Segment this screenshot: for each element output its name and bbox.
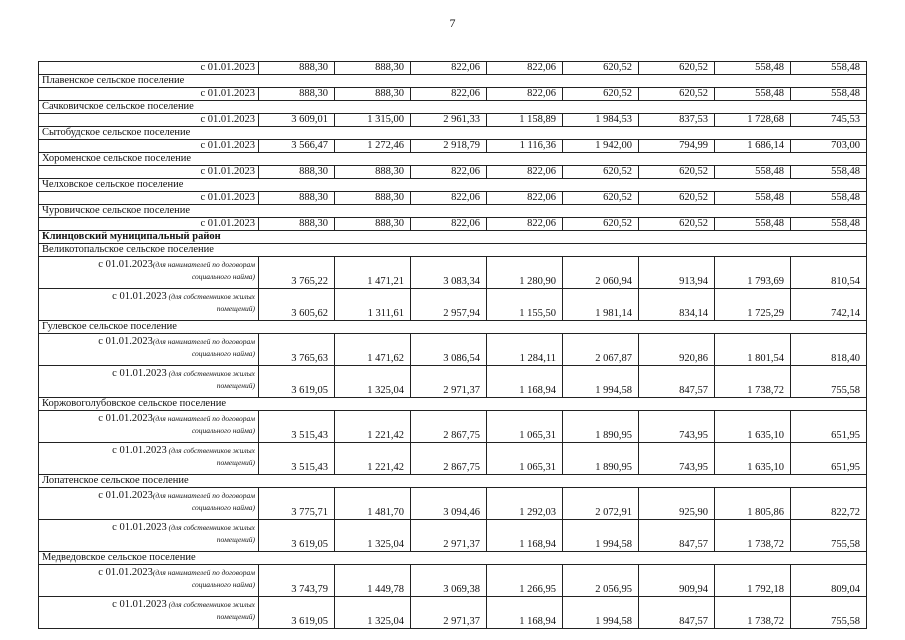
tariff-value: 888,30 <box>335 192 411 205</box>
tariff-value: 822,06 <box>487 192 563 205</box>
period-label <box>39 366 259 398</box>
tariff-value: 558,48 <box>791 62 867 75</box>
consumer-category-note: (для нанимателей по договорам <box>152 260 255 269</box>
tariff-value: 558,48 <box>715 218 791 231</box>
tariff-value: 2 971,37 <box>411 597 487 629</box>
tariff-value: 822,06 <box>487 218 563 231</box>
tariff-value: 1 728,68 <box>715 114 791 127</box>
tariff-value: 1 266,95 <box>487 565 563 597</box>
consumer-category-note-cont: социального найма) <box>191 580 255 589</box>
tariff-value: 3 619,05 <box>259 597 335 629</box>
tariff-value: 1 738,72 <box>715 520 791 552</box>
settlement-heading-row <box>39 244 867 257</box>
settlement-heading-row <box>39 179 867 192</box>
settlement-name: Гулевское сельское поселение <box>39 321 867 334</box>
tariff-value: 1 805,86 <box>715 488 791 520</box>
tariff-row <box>39 597 867 629</box>
tariff-value: 822,06 <box>411 62 487 75</box>
tariff-value: 3 083,34 <box>411 257 487 289</box>
tariff-value: 3 566,47 <box>259 140 335 153</box>
period-label: с 01.01.2023 <box>39 114 259 127</box>
period-label <box>39 520 259 552</box>
tariff-value: 2 957,94 <box>411 289 487 321</box>
tariff-value: 1 325,04 <box>335 597 411 629</box>
tariff-value: 1 449,78 <box>335 565 411 597</box>
settlement-name: Медведовское сельское поселение <box>39 552 867 565</box>
period-label: с 01.01.2023 <box>39 140 259 153</box>
settlement-name: Сытобудское сельское поселение <box>39 127 867 140</box>
tariff-row <box>39 140 867 153</box>
tariff-value: 620,52 <box>639 166 715 179</box>
tariff-value: 794,99 <box>639 140 715 153</box>
settlement-name: Сачковичское сельское поселение <box>39 101 867 114</box>
period-date: с 01.01.2023 <box>112 599 167 610</box>
tariff-value: 620,52 <box>563 218 639 231</box>
tariff-value: 558,48 <box>791 218 867 231</box>
tariff-value: 822,06 <box>487 166 563 179</box>
tariff-value: 822,72 <box>791 488 867 520</box>
tariff-value: 1 221,42 <box>335 411 411 443</box>
consumer-category-note: (для собственников жилых <box>166 523 255 532</box>
tariff-value: 1 311,61 <box>335 289 411 321</box>
period-date: с 01.01.2023 <box>112 445 167 456</box>
tariff-value: 837,53 <box>639 114 715 127</box>
tariff-value: 1 994,58 <box>563 597 639 629</box>
tariff-value: 743,95 <box>639 443 715 475</box>
period-label: с 01.01.2023 <box>39 166 259 179</box>
tariff-value: 1 890,95 <box>563 443 639 475</box>
tariff-value: 558,48 <box>715 192 791 205</box>
tariff-table <box>38 61 867 629</box>
tariff-value: 888,30 <box>259 62 335 75</box>
consumer-category-note-cont: помещений) <box>216 458 255 467</box>
tariff-value: 743,95 <box>639 411 715 443</box>
tariff-value: 1 738,72 <box>715 597 791 629</box>
tariff-value: 1 686,14 <box>715 140 791 153</box>
consumer-category-note: (для собственников жилых <box>166 446 255 455</box>
consumer-category-note: (для нанимателей по договорам <box>152 491 255 500</box>
settlement-heading-row <box>39 127 867 140</box>
tariff-value: 888,30 <box>259 192 335 205</box>
tariff-value: 1 635,10 <box>715 411 791 443</box>
tariff-value: 913,94 <box>639 257 715 289</box>
tariff-value: 703,00 <box>791 140 867 153</box>
tariff-value: 1 994,58 <box>563 366 639 398</box>
tariff-row <box>39 366 867 398</box>
period-date: с 01.01.2023 <box>98 490 153 501</box>
period-label <box>39 565 259 597</box>
tariff-value: 888,30 <box>259 218 335 231</box>
settlement-heading-row <box>39 321 867 334</box>
tariff-value: 3 743,79 <box>259 565 335 597</box>
tariff-row <box>39 114 867 127</box>
settlement-heading-row <box>39 153 867 166</box>
tariff-value: 2 072,91 <box>563 488 639 520</box>
consumer-category-note: (для нанимателей по договорам <box>152 337 255 346</box>
tariff-value: 1 325,04 <box>335 520 411 552</box>
period-label <box>39 597 259 629</box>
tariff-value: 2 918,79 <box>411 140 487 153</box>
tariff-value: 3 619,05 <box>259 366 335 398</box>
tariff-value: 925,90 <box>639 488 715 520</box>
tariff-value: 847,57 <box>639 597 715 629</box>
settlement-name: Плавенское сельское поселение <box>39 75 867 88</box>
consumer-category-note-cont: социального найма) <box>191 426 255 435</box>
tariff-value: 809,04 <box>791 565 867 597</box>
tariff-value: 558,48 <box>791 166 867 179</box>
period-date: с 01.01.2023 <box>98 336 153 347</box>
period-label: с 01.01.2023 <box>39 88 259 101</box>
tariff-value: 755,58 <box>791 597 867 629</box>
tariff-row <box>39 192 867 205</box>
district-name: Клинцовский муниципальный район <box>39 231 867 244</box>
tariff-value: 1 065,31 <box>487 411 563 443</box>
period-label <box>39 334 259 366</box>
tariff-value: 620,52 <box>639 88 715 101</box>
tariff-value: 834,14 <box>639 289 715 321</box>
tariff-value: 745,53 <box>791 114 867 127</box>
tariff-value: 822,06 <box>487 88 563 101</box>
tariff-value: 822,06 <box>487 62 563 75</box>
tariff-value: 755,58 <box>791 366 867 398</box>
tariff-value: 558,48 <box>715 166 791 179</box>
period-label <box>39 488 259 520</box>
tariff-value: 1 284,11 <box>487 334 563 366</box>
tariff-value: 1 168,94 <box>487 520 563 552</box>
tariff-value: 2 867,75 <box>411 443 487 475</box>
tariff-value: 888,30 <box>335 88 411 101</box>
tariff-value: 1 116,36 <box>487 140 563 153</box>
consumer-category-note-cont: помещений) <box>216 304 255 313</box>
tariff-value: 1 994,58 <box>563 520 639 552</box>
period-date: с 01.01.2023 <box>98 567 153 578</box>
tariff-value: 620,52 <box>639 218 715 231</box>
tariff-row <box>39 218 867 231</box>
tariff-value: 3 609,01 <box>259 114 335 127</box>
consumer-category-note: (для собственников жилых <box>166 600 255 609</box>
consumer-category-note-cont: социального найма) <box>191 272 255 281</box>
settlement-heading-row <box>39 101 867 114</box>
tariff-value: 2 961,33 <box>411 114 487 127</box>
tariff-value: 2 056,95 <box>563 565 639 597</box>
settlement-name: Лопатенское сельское поселение <box>39 475 867 488</box>
tariff-value: 620,52 <box>563 62 639 75</box>
tariff-value: 3 775,71 <box>259 488 335 520</box>
tariff-value: 1 315,00 <box>335 114 411 127</box>
tariff-value: 1 272,46 <box>335 140 411 153</box>
tariff-value: 1 168,94 <box>487 366 563 398</box>
period-date: с 01.01.2023 <box>98 413 153 424</box>
tariff-value: 3 086,54 <box>411 334 487 366</box>
tariff-value: 1 942,00 <box>563 140 639 153</box>
tariff-value: 1 471,21 <box>335 257 411 289</box>
settlement-heading-row <box>39 398 867 411</box>
consumer-category-note: (для собственников жилых <box>166 369 255 378</box>
period-label <box>39 289 259 321</box>
tariff-value: 810,54 <box>791 257 867 289</box>
tariff-value: 822,06 <box>411 166 487 179</box>
tariff-value: 2 867,75 <box>411 411 487 443</box>
tariff-value: 1 738,72 <box>715 366 791 398</box>
tariff-value: 558,48 <box>791 192 867 205</box>
tariff-value: 888,30 <box>335 62 411 75</box>
tariff-value: 2 971,37 <box>411 520 487 552</box>
tariff-value: 558,48 <box>715 62 791 75</box>
tariff-row <box>39 166 867 179</box>
tariff-value: 755,58 <box>791 520 867 552</box>
tariff-value: 818,40 <box>791 334 867 366</box>
tariff-row <box>39 520 867 552</box>
tariff-value: 1 890,95 <box>563 411 639 443</box>
consumer-category-note-cont: социального найма) <box>191 503 255 512</box>
page-number: 7 <box>449 16 456 30</box>
settlement-name: Хороменское сельское поселение <box>39 153 867 166</box>
tariff-value: 3 069,38 <box>411 565 487 597</box>
settlement-heading-row <box>39 552 867 565</box>
settlement-name: Чуровичское сельское поселение <box>39 205 867 218</box>
tariff-value: 3 765,22 <box>259 257 335 289</box>
tariff-value: 888,30 <box>259 88 335 101</box>
tariff-value: 620,52 <box>563 166 639 179</box>
tariff-value: 1 292,03 <box>487 488 563 520</box>
tariff-value: 3 515,43 <box>259 443 335 475</box>
tariff-value: 2 067,87 <box>563 334 639 366</box>
tariff-row <box>39 565 867 597</box>
period-label: с 01.01.2023 <box>39 192 259 205</box>
settlement-heading-row <box>39 205 867 218</box>
tariff-value: 822,06 <box>411 88 487 101</box>
tariff-value: 620,52 <box>639 192 715 205</box>
tariff-value: 3 515,43 <box>259 411 335 443</box>
tariff-value: 558,48 <box>791 88 867 101</box>
settlement-heading-row <box>39 475 867 488</box>
tariff-value: 1 481,70 <box>335 488 411 520</box>
tariff-value: 888,30 <box>335 218 411 231</box>
tariff-value: 1 792,18 <box>715 565 791 597</box>
consumer-category-note-cont: помещений) <box>216 381 255 390</box>
tariff-value: 1 984,53 <box>563 114 639 127</box>
tariff-row <box>39 411 867 443</box>
tariff-value: 1 168,94 <box>487 597 563 629</box>
tariff-value: 3 765,63 <box>259 334 335 366</box>
tariff-value: 2 971,37 <box>411 366 487 398</box>
tariff-value: 1 981,14 <box>563 289 639 321</box>
tariff-value: 1 325,04 <box>335 366 411 398</box>
tariff-value: 1 801,54 <box>715 334 791 366</box>
tariff-value: 3 094,46 <box>411 488 487 520</box>
tariff-row <box>39 257 867 289</box>
tariff-value: 1 280,90 <box>487 257 563 289</box>
tariff-value: 888,30 <box>335 166 411 179</box>
tariff-value: 847,57 <box>639 366 715 398</box>
period-date: с 01.01.2023 <box>112 368 167 379</box>
tariff-value: 888,30 <box>259 166 335 179</box>
tariff-value: 1 155,50 <box>487 289 563 321</box>
period-date: с 01.01.2023 <box>112 291 167 302</box>
tariff-row <box>39 289 867 321</box>
consumer-category-note-cont: помещений) <box>216 535 255 544</box>
tariff-row <box>39 62 867 75</box>
tariff-value: 558,48 <box>715 88 791 101</box>
period-label <box>39 257 259 289</box>
tariff-value: 1 158,89 <box>487 114 563 127</box>
tariff-value: 620,52 <box>639 62 715 75</box>
period-label <box>39 443 259 475</box>
period-date: с 01.01.2023 <box>112 522 167 533</box>
consumer-category-note-cont: помещений) <box>216 612 255 621</box>
consumer-category-note: (для собственников жилых <box>166 292 255 301</box>
tariff-row <box>39 443 867 475</box>
tariff-row <box>39 334 867 366</box>
consumer-category-note: (для нанимателей по договорам <box>152 414 255 423</box>
tariff-value: 1 065,31 <box>487 443 563 475</box>
tariff-value: 822,06 <box>411 192 487 205</box>
district-heading-row <box>39 231 867 244</box>
tariff-value: 909,94 <box>639 565 715 597</box>
settlement-name: Великотопальское сельское поселение <box>39 244 867 257</box>
tariff-value: 620,52 <box>563 88 639 101</box>
consumer-category-note: (для нанимателей по договорам <box>152 568 255 577</box>
tariff-value: 1 635,10 <box>715 443 791 475</box>
tariff-value: 3 605,62 <box>259 289 335 321</box>
settlement-name: Челховское сельское поселение <box>39 179 867 192</box>
tariff-value: 1 471,62 <box>335 334 411 366</box>
settlement-name: Коржовоголубовское сельское поселение <box>39 398 867 411</box>
period-label <box>39 411 259 443</box>
tariff-value: 847,57 <box>639 520 715 552</box>
tariff-value: 1 725,29 <box>715 289 791 321</box>
tariff-row <box>39 488 867 520</box>
tariff-row <box>39 88 867 101</box>
tariff-value: 1 221,42 <box>335 443 411 475</box>
tariff-value: 822,06 <box>411 218 487 231</box>
period-date: с 01.01.2023 <box>98 259 153 270</box>
period-label: с 01.01.2023 <box>39 62 259 75</box>
tariff-value: 920,86 <box>639 334 715 366</box>
period-label: с 01.01.2023 <box>39 218 259 231</box>
tariff-value: 651,95 <box>791 443 867 475</box>
tariff-value: 651,95 <box>791 411 867 443</box>
tariff-value: 742,14 <box>791 289 867 321</box>
tariff-value: 1 793,69 <box>715 257 791 289</box>
settlement-heading-row <box>39 75 867 88</box>
tariff-value: 3 619,05 <box>259 520 335 552</box>
consumer-category-note-cont: социального найма) <box>191 349 255 358</box>
tariff-value: 620,52 <box>563 192 639 205</box>
tariff-value: 2 060,94 <box>563 257 639 289</box>
